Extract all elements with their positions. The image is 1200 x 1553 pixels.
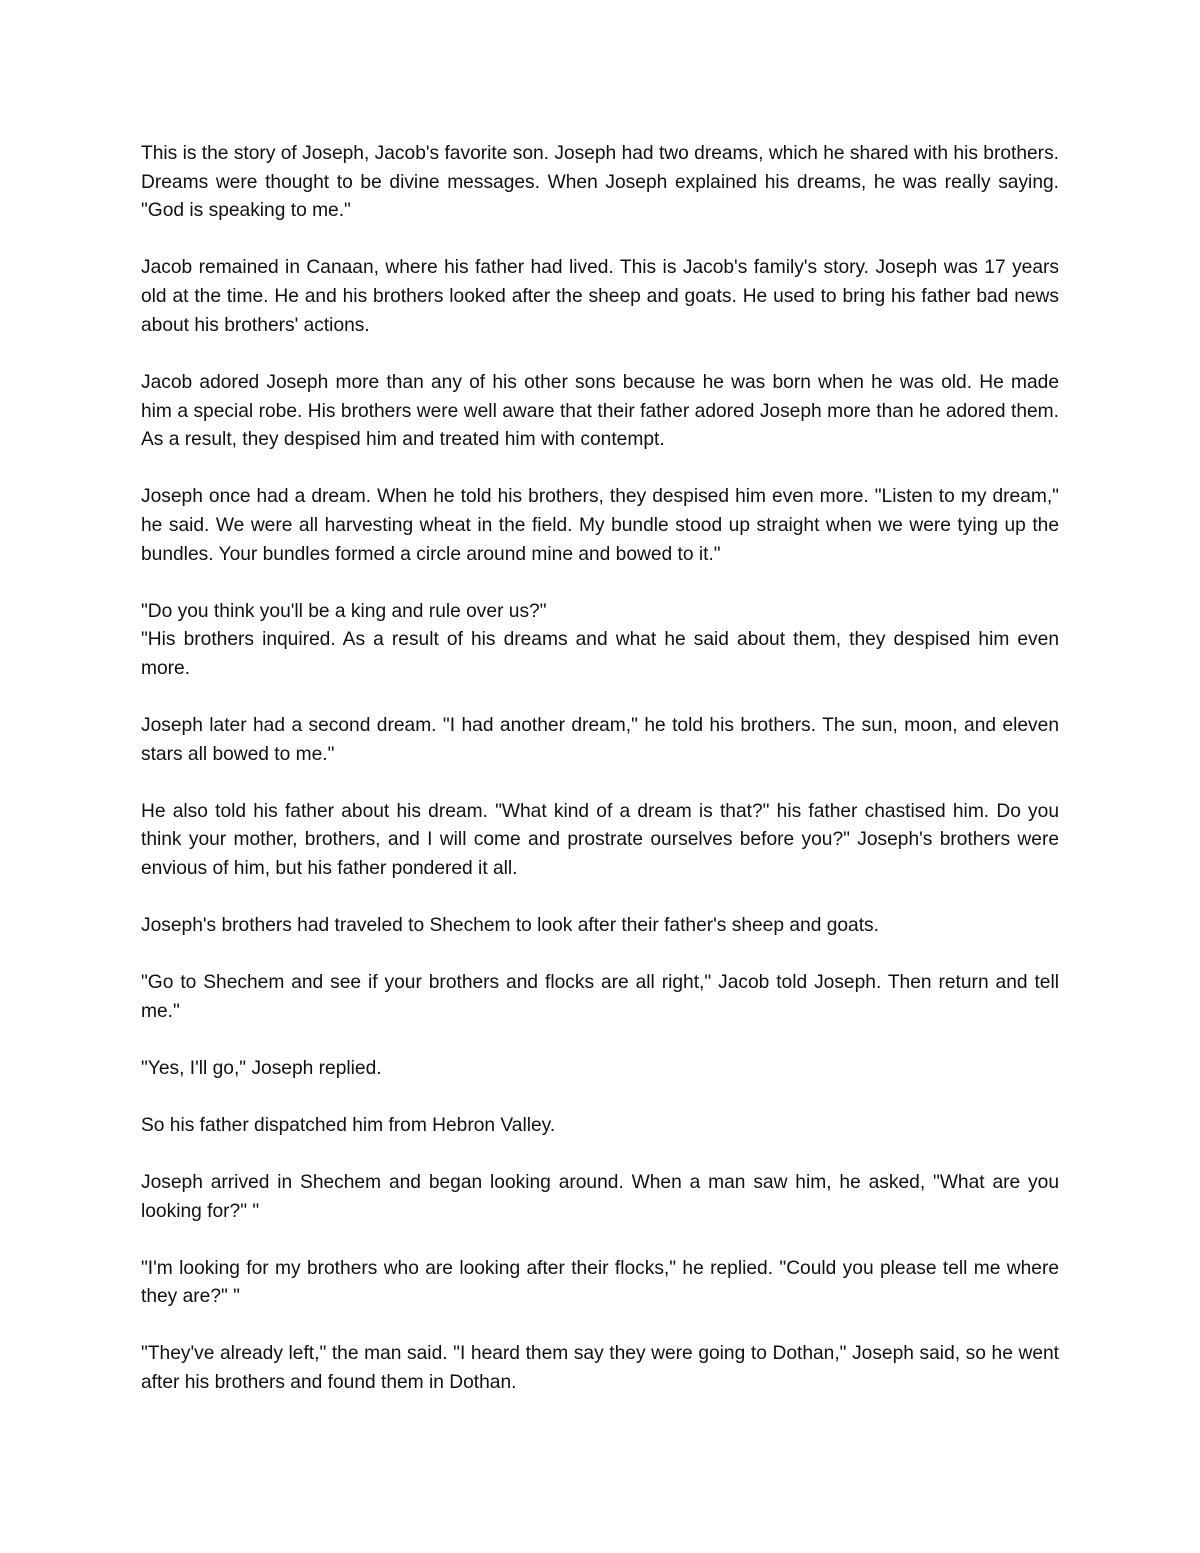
paragraph: This is the story of Joseph, Jacob's favorite son. Joseph had two dreams, which he shared with his brothers. Dreams were thought to be divine messages. When Joseph explained his dreams, he was really saying. "God is speaking to me.": [141, 143, 1059, 222]
paragraph: Joseph later had a second dream. "I had another dream," he told his brothers. The sun, moon, and eleven stars all bowed to me.": [141, 715, 1059, 765]
paragraph: "They've already left," the man said. "I heard them say they were going to Dothan," Joseph said, so he went after his brothers and found them in Dothan.: [141, 1343, 1059, 1393]
document-body: [141, 140, 1059, 1426]
paragraph-line: "Do you think you'll be a king and rule over us?": [141, 600, 547, 622]
paragraph: So his father dispatched him from Hebron Valley.: [141, 1114, 556, 1136]
paragraph: Jacob remained in Canaan, where his father had lived. This is Jacob's family's story. Joseph was 17 years old at the time. He and his brothers looked after the sheep and goats. He used to bring his father bad news about his brothers' actions.: [141, 257, 1059, 336]
paragraph-line: "His brothers inquired. As a result of his dreams and what he said about them, they despised him even more.: [141, 629, 1059, 680]
paragraph: "Yes, I'll go," Joseph replied.: [141, 1057, 382, 1079]
paragraph: Jacob adored Joseph more than any of his other sons because he was born when he was old. He made him a special robe. His brothers were well aware that their father adored Joseph more than he adored them. As a result, they despised him and treated him with contempt.: [141, 371, 1059, 451]
paragraph: Joseph's brothers had traveled to Shechem to look after their father's sheep and goats.: [141, 915, 879, 937]
paragraph: He also told his father about his dream. "What kind of a dream is that?" his father chastised him. Do you think your mother, brothers, and I will come and prostrate ourselves before you?" Joseph's brothers were envious of him, but his father pondered it all.: [141, 800, 1059, 880]
paragraph: Joseph arrived in Shechem and began looking around. When a man saw him, he asked, "What are you looking for?" ": [141, 1171, 1059, 1222]
paragraph: [141, 598, 1059, 684]
paragraph: Joseph once had a dream. When he told his brothers, they despised him even more. "Listen to my dream," he said. We were all harvesting wheat in the field. My bundle stood up straight when we were tying up the bundles. Your bundles formed a circle around mine and bowed to it.": [141, 486, 1059, 565]
paragraph: "Go to Shechem and see if your brothers and flocks are all right," Jacob told Joseph. Then return and tell me.": [141, 972, 1059, 1022]
paragraph: "I'm looking for my brothers who are looking after their flocks," he replied. "Could you please tell me where they are?" ": [141, 1257, 1059, 1308]
